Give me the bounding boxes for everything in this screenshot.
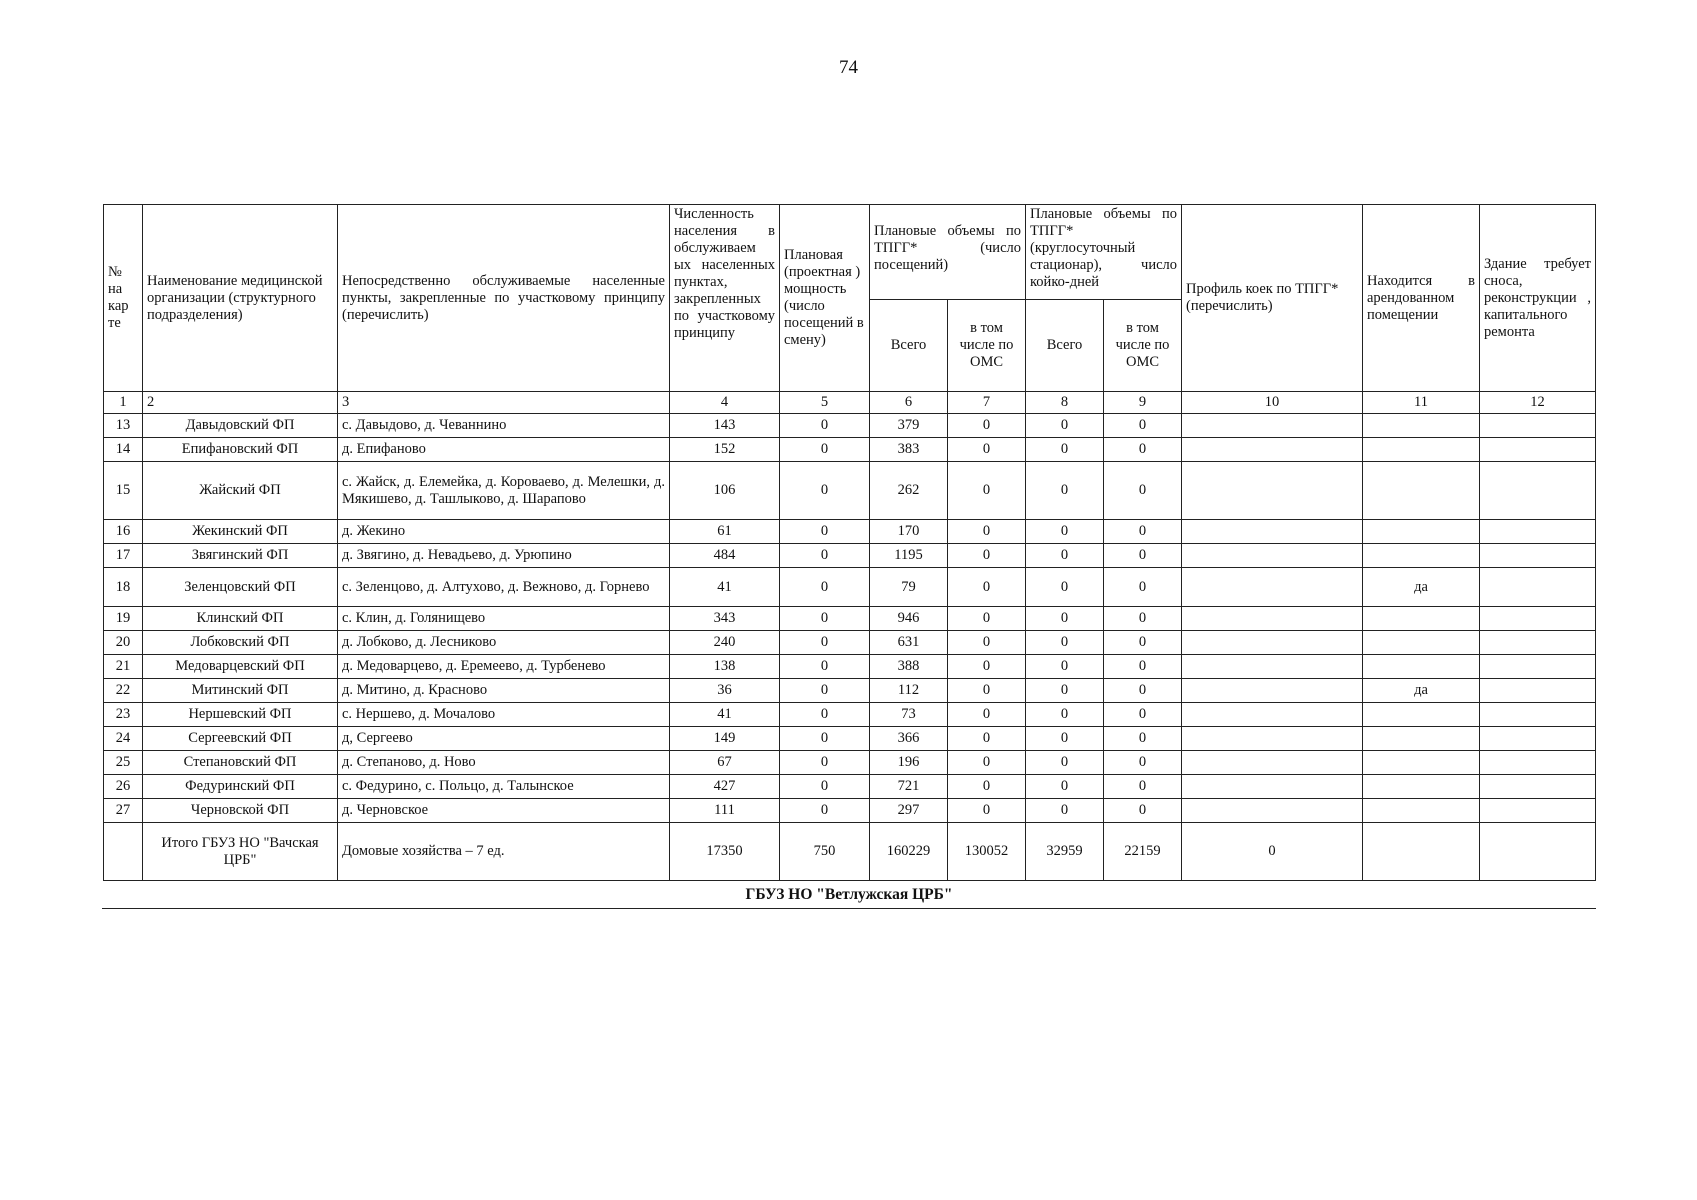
table-row [104, 607, 1596, 631]
cell-capacity: 0 [780, 751, 870, 775]
cell-beds-oms: 0 [1104, 607, 1182, 631]
table-row [104, 568, 1596, 607]
cell-rented [1363, 727, 1480, 751]
cell-repair [1480, 414, 1596, 438]
cell-num: 25 [104, 751, 143, 775]
cell-settlements: д. Степаново, д. Ново [338, 751, 670, 775]
total-settlements: Домовые хозяйства – 7 ед. [338, 823, 670, 881]
column-number: 6 [870, 392, 948, 414]
cell-repair [1480, 520, 1596, 544]
cell-visits-total: 262 [870, 462, 948, 520]
table-row [104, 727, 1596, 751]
cell-name: Лобковский ФП [143, 631, 338, 655]
header-beds-total: Всего [1026, 300, 1104, 392]
cell-settlements: д. Медоварцево, д. Еремеево, д. Турбенево [338, 655, 670, 679]
cell-name: Жекинский ФП [143, 520, 338, 544]
cell-beds-oms: 0 [1104, 775, 1182, 799]
cell-settlements: д. Лобково, д. Лесниково [338, 631, 670, 655]
cell-name: Степановский ФП [143, 751, 338, 775]
cell-beds-oms: 0 [1104, 544, 1182, 568]
cell-beds-total: 0 [1026, 438, 1104, 462]
cell-visits-total: 631 [870, 631, 948, 655]
cell-population: 143 [670, 414, 780, 438]
cell-settlements: д. Жекино [338, 520, 670, 544]
cell-beds-total: 0 [1026, 679, 1104, 703]
cell-visits-oms: 0 [948, 607, 1026, 631]
cell-repair [1480, 775, 1596, 799]
cell-capacity: 0 [780, 775, 870, 799]
cell-profile [1182, 568, 1363, 607]
cell-visits-oms: 0 [948, 544, 1026, 568]
cell-profile [1182, 799, 1363, 823]
cell-beds-total: 0 [1026, 727, 1104, 751]
cell-profile [1182, 703, 1363, 727]
cell-name: Медоварцевский ФП [143, 655, 338, 679]
cell-beds-total: 0 [1026, 544, 1104, 568]
cell-rented [1363, 544, 1480, 568]
cell-visits-oms: 0 [948, 751, 1026, 775]
cell-settlements: д, Сергеево [338, 727, 670, 751]
cell-repair [1480, 727, 1596, 751]
table-row [104, 414, 1596, 438]
cell-visits-total: 721 [870, 775, 948, 799]
cell-beds-oms: 0 [1104, 568, 1182, 607]
cell-visits-oms: 0 [948, 775, 1026, 799]
cell-visits-oms: 0 [948, 631, 1026, 655]
cell-settlements: д. Епифаново [338, 438, 670, 462]
cell-repair [1480, 679, 1596, 703]
cell-beds-oms: 0 [1104, 727, 1182, 751]
cell-visits-oms: 0 [948, 799, 1026, 823]
cell-profile [1182, 655, 1363, 679]
cell-rented [1363, 655, 1480, 679]
cell-profile [1182, 438, 1363, 462]
cell-beds-oms: 0 [1104, 631, 1182, 655]
cell-population: 36 [670, 679, 780, 703]
cell-population: 41 [670, 568, 780, 607]
header-visits-total: Всего [870, 300, 948, 392]
cell-capacity: 0 [780, 544, 870, 568]
cell-beds-oms: 0 [1104, 703, 1182, 727]
table-row [104, 462, 1596, 520]
cell-profile [1182, 775, 1363, 799]
cell-profile [1182, 751, 1363, 775]
header-repair-needed: Здание требует сноса, реконструкции , капитального ремонта [1480, 205, 1596, 392]
cell-settlements: д. Звягино, д. Невадьево, д. Урюпино [338, 544, 670, 568]
cell-profile [1182, 462, 1363, 520]
column-number: 9 [1104, 392, 1182, 414]
cell-num: 13 [104, 414, 143, 438]
cell-num: 14 [104, 438, 143, 462]
header-map-number: № на кар те [104, 205, 143, 392]
cell-visits-total: 196 [870, 751, 948, 775]
table-row [104, 544, 1596, 568]
column-number: 7 [948, 392, 1026, 414]
cell-visits-oms: 0 [948, 520, 1026, 544]
cell-settlements: с. Клин, д. Голянищево [338, 607, 670, 631]
cell-capacity: 0 [780, 568, 870, 607]
cell-capacity: 0 [780, 799, 870, 823]
cell-population: 41 [670, 703, 780, 727]
cell-beds-total: 0 [1026, 414, 1104, 438]
cell-beds-total: 0 [1026, 462, 1104, 520]
cell-capacity: 0 [780, 655, 870, 679]
total-repair [1480, 823, 1596, 881]
table-row [104, 703, 1596, 727]
cell-name: Федуринский ФП [143, 775, 338, 799]
cell-num: 15 [104, 462, 143, 520]
cell-settlements: с. Зеленцово, д. Алтухово, д. Вежново, д. Горнево [338, 568, 670, 607]
cell-capacity: 0 [780, 727, 870, 751]
cell-visits-oms: 0 [948, 438, 1026, 462]
cell-num: 21 [104, 655, 143, 679]
header-organization: Наименование медицинской организации (структурного подразделения) [143, 205, 338, 392]
cell-settlements: д. Митино, д. Красново [338, 679, 670, 703]
cell-capacity: 0 [780, 679, 870, 703]
total-beds-total: 32959 [1026, 823, 1104, 881]
cell-capacity: 0 [780, 414, 870, 438]
cell-repair [1480, 631, 1596, 655]
cell-capacity: 0 [780, 703, 870, 727]
cell-capacity: 0 [780, 607, 870, 631]
cell-visits-total: 79 [870, 568, 948, 607]
cell-beds-total: 0 [1026, 751, 1104, 775]
cell-repair [1480, 607, 1596, 631]
cell-name: Звягинский ФП [143, 544, 338, 568]
cell-beds-oms: 0 [1104, 655, 1182, 679]
cell-num: 23 [104, 703, 143, 727]
cell-rented [1363, 414, 1480, 438]
total-visits-oms: 130052 [948, 823, 1026, 881]
cell-population: 240 [670, 631, 780, 655]
cell-rented: да [1363, 679, 1480, 703]
cell-settlements: с. Федурино, с. Польцо, д. Талынское [338, 775, 670, 799]
cell-rented [1363, 607, 1480, 631]
cell-num: 24 [104, 727, 143, 751]
cell-name: Жайский ФП [143, 462, 338, 520]
cell-num: 26 [104, 775, 143, 799]
header-population: Численность населения в обслуживаем ых населенных пунктах, закрепленных по участковому принципу [670, 205, 780, 392]
cell-repair [1480, 568, 1596, 607]
cell-capacity: 0 [780, 462, 870, 520]
header-bed-volumes: Плановые объемы по ТПГГ* (круглосуточный стационар), число койко-дней [1026, 205, 1182, 300]
cell-population: 427 [670, 775, 780, 799]
cell-population: 67 [670, 751, 780, 775]
cell-rented [1363, 703, 1480, 727]
column-number: 4 [670, 392, 780, 414]
cell-visits-total: 388 [870, 655, 948, 679]
page-number: 74 [839, 57, 858, 78]
cell-visits-total: 383 [870, 438, 948, 462]
cell-visits-total: 73 [870, 703, 948, 727]
cell-profile [1182, 679, 1363, 703]
column-number: 2 [143, 392, 338, 414]
total-beds-oms: 22159 [1104, 823, 1182, 881]
total-visits-total: 160229 [870, 823, 948, 881]
column-number: 12 [1480, 392, 1596, 414]
cell-capacity: 0 [780, 520, 870, 544]
cell-visits-total: 112 [870, 679, 948, 703]
cell-beds-total: 0 [1026, 703, 1104, 727]
header-settlements: Непосредственно обслуживаемые населенные пункты, закрепленные по участковому принципу (перечислить) [338, 205, 670, 392]
cell-settlements: с. Жайск, д. Елемейка, д. Короваево, д. Мелешки, д. Мякишево, д. Ташлыково, д. Шарапово [338, 462, 670, 520]
cell-beds-oms: 0 [1104, 520, 1182, 544]
cell-population: 106 [670, 462, 780, 520]
cell-repair [1480, 799, 1596, 823]
cell-visits-oms: 0 [948, 679, 1026, 703]
cell-beds-oms: 0 [1104, 462, 1182, 520]
cell-population: 111 [670, 799, 780, 823]
cell-beds-total: 0 [1026, 520, 1104, 544]
total-capacity: 750 [780, 823, 870, 881]
cell-settlements: с. Нершево, д. Мочалово [338, 703, 670, 727]
cell-repair [1480, 703, 1596, 727]
cell-visits-oms: 0 [948, 655, 1026, 679]
table-row [104, 655, 1596, 679]
cell-population: 138 [670, 655, 780, 679]
header-bed-profile: Профиль коек по ТПГГ* (перечислить) [1182, 205, 1363, 392]
table-row [104, 775, 1596, 799]
cell-capacity: 0 [780, 631, 870, 655]
cell-visits-oms: 0 [948, 568, 1026, 607]
table-row [104, 751, 1596, 775]
cell-name: Нершевский ФП [143, 703, 338, 727]
cell-profile [1182, 520, 1363, 544]
cell-rented [1363, 438, 1480, 462]
cell-num: 19 [104, 607, 143, 631]
cell-repair [1480, 438, 1596, 462]
cell-repair [1480, 462, 1596, 520]
table-row [104, 631, 1596, 655]
cell-population: 61 [670, 520, 780, 544]
cell-population: 149 [670, 727, 780, 751]
cell-num: 20 [104, 631, 143, 655]
cell-rented: да [1363, 568, 1480, 607]
column-number-row [104, 392, 1596, 414]
cell-settlements: с. Давыдово, д. Чеваннино [338, 414, 670, 438]
cell-name: Митинский ФП [143, 679, 338, 703]
cell-rented [1363, 799, 1480, 823]
cell-visits-total: 170 [870, 520, 948, 544]
total-rented [1363, 823, 1480, 881]
cell-num: 16 [104, 520, 143, 544]
total-num [104, 823, 143, 881]
cell-num: 18 [104, 568, 143, 607]
cell-num: 22 [104, 679, 143, 703]
table-row [104, 438, 1596, 462]
column-number: 10 [1182, 392, 1363, 414]
cell-beds-total: 0 [1026, 655, 1104, 679]
cell-profile [1182, 544, 1363, 568]
cell-visits-total: 366 [870, 727, 948, 751]
next-section-title: ГБУЗ НО "Ветлужская ЦРБ" [102, 886, 1596, 909]
cell-beds-oms: 0 [1104, 414, 1182, 438]
column-number: 1 [104, 392, 143, 414]
cell-name: Клинский ФП [143, 607, 338, 631]
header-rented: Находится в арендованном помещении [1363, 205, 1480, 392]
cell-beds-total: 0 [1026, 775, 1104, 799]
cell-name: Епифановский ФП [143, 438, 338, 462]
cell-population: 343 [670, 607, 780, 631]
cell-name: Черновской ФП [143, 799, 338, 823]
cell-beds-total: 0 [1026, 631, 1104, 655]
cell-repair [1480, 544, 1596, 568]
cell-capacity: 0 [780, 438, 870, 462]
header-capacity: Плановая (проектная ) мощность (число посещений в смену) [780, 205, 870, 392]
table-body [104, 414, 1596, 881]
cell-visits-total: 946 [870, 607, 948, 631]
cell-settlements: д. Черновское [338, 799, 670, 823]
table-row [104, 799, 1596, 823]
cell-repair [1480, 751, 1596, 775]
cell-beds-total: 0 [1026, 607, 1104, 631]
cell-population: 152 [670, 438, 780, 462]
cell-rented [1363, 775, 1480, 799]
column-number: 11 [1363, 392, 1480, 414]
cell-num: 27 [104, 799, 143, 823]
total-profile: 0 [1182, 823, 1363, 881]
cell-visits-total: 379 [870, 414, 948, 438]
header-visit-volumes: Плановые объемы по ТПГГ* (число посещений) [870, 205, 1026, 300]
cell-visits-total: 1195 [870, 544, 948, 568]
column-number: 3 [338, 392, 670, 414]
cell-beds-total: 0 [1026, 568, 1104, 607]
cell-profile [1182, 727, 1363, 751]
cell-rented [1363, 520, 1480, 544]
cell-profile [1182, 414, 1363, 438]
column-number: 5 [780, 392, 870, 414]
cell-rented [1363, 462, 1480, 520]
total-row [104, 823, 1596, 881]
cell-beds-oms: 0 [1104, 799, 1182, 823]
total-population: 17350 [670, 823, 780, 881]
cell-rented [1363, 751, 1480, 775]
column-number: 8 [1026, 392, 1104, 414]
cell-name: Зеленцовский ФП [143, 568, 338, 607]
cell-beds-oms: 0 [1104, 751, 1182, 775]
cell-visits-oms: 0 [948, 414, 1026, 438]
cell-population: 484 [670, 544, 780, 568]
cell-beds-oms: 0 [1104, 679, 1182, 703]
table-row [104, 679, 1596, 703]
cell-profile [1182, 631, 1363, 655]
facilities-table [103, 204, 1596, 881]
cell-visits-total: 297 [870, 799, 948, 823]
cell-visits-oms: 0 [948, 727, 1026, 751]
cell-visits-oms: 0 [948, 703, 1026, 727]
cell-repair [1480, 655, 1596, 679]
cell-beds-total: 0 [1026, 799, 1104, 823]
header-visits-oms: в том числе по ОМС [948, 300, 1026, 392]
cell-profile [1182, 607, 1363, 631]
cell-name: Давыдовский ФП [143, 414, 338, 438]
cell-beds-oms: 0 [1104, 438, 1182, 462]
header-beds-oms: в том числе по ОМС [1104, 300, 1182, 392]
table-header [104, 205, 1596, 414]
cell-visits-oms: 0 [948, 462, 1026, 520]
total-name: Итого ГБУЗ НО "Вачская ЦРБ" [143, 823, 338, 881]
cell-name: Сергеевский ФП [143, 727, 338, 751]
cell-num: 17 [104, 544, 143, 568]
table-row [104, 520, 1596, 544]
cell-rented [1363, 631, 1480, 655]
